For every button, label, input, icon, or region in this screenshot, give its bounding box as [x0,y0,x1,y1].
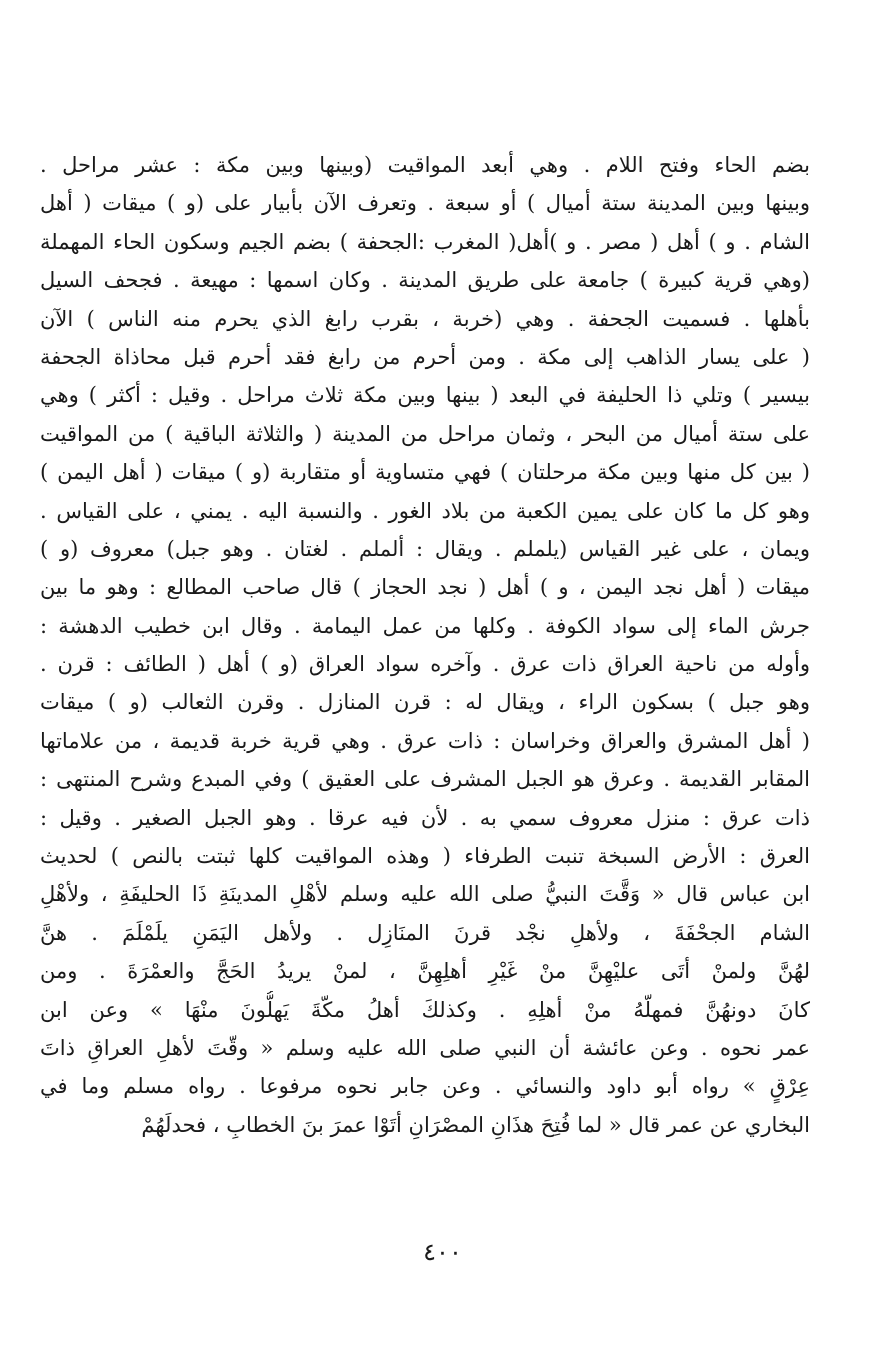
text-line: ميقات ( أهل نجد اليمن ، و ) أهل ( نجد الحجاز ) قال صاحب المطالع : وهو ما بين [40,575,810,600]
text-line: لهُنَّ ولمنْ أتَى عليْهِنَّ منْ غَيْرِ أهلِهِنَّ ، لمنْ يريدُ الحَجَّ والعمْرَةَ . ومن [40,959,810,984]
text-line: وهو كل ما كان على يمين الكعبة من بلاد الغور . والنسبة اليه . يمني ، على القياس . [40,498,810,523]
text-line: البخاري عن عمر قال « لما فُتِحَ هذَانِ المصْرَانِ أتَوْا عمرَ بنَ الخطابِ ، فحدلَهُمْ [141,1112,810,1137]
text-line: على ستة أميال من البحر ، وثمان مراحل من المدينة ( والثلاثة الباقية ) من المواقيت [40,421,810,446]
text-line: بأهلها . فسميت الجحفة . وهي (خربة ، بقرب رابغ الذي يحرم منه الناس ) الآن [40,306,810,331]
text-line: العرق : الأرض السبخة تنبت الطرفاء ( وهذه المواقيت كلها ثبتت بالنص ) لحديث [40,844,810,869]
text-line: بضم الحاء وفتح اللام . وهي أبعد المواقيت (وبينها وبين مكة : عشر مراحل . [40,153,810,177]
text-line: ويمان ، على غير القياس (يلملم . ويقال : ألملم . لغتان . وهو جبل) معروف (و ) [40,536,810,561]
text-line: الشام . و ) أهل ( مصر . و )أهل( المغرب :الجحفة ) بضم الجيم وسكون الحاء المهملة [40,229,810,254]
text-line: ذات عرق : منزل معروف سمي به . لأن فيه عرقا . وهو الجبل الصغير . وقيل : [40,805,810,830]
text-line: ( أهل المشرق والعراق وخراسان : ذات عرق . وهي قرية خربة قديمة ، من علاماتها [40,728,810,753]
text-line: وأوله من ناحية العراق ذات عرق . وآخره سواد العراق (و ) أهل ( الطائف : قرن . [40,652,810,677]
text-line: المقابر القديمة . وعرق هو الجبل المشرف على العقيق ) وفي المبدع وشرح المنتهى : [40,767,810,792]
text-line: ابن عباس قال « وَقَّتَ النبيُّ صلى الله عليه وسلم لأهْلِ المدينَةِ ذَا الحليفَةِ ، ولأهْلِ [40,882,810,907]
text-line: عمر نحوه . وعن عائشة أن النبي صلى الله عليه وسلم « وقّتَ لأهلِ العراقِ ذاتَ [40,1035,810,1060]
text-line: (وهي قرية كبيرة ) جامعة على طريق المدينة . وكان اسمها : مهيعة . فجحف السيل [40,268,810,293]
page-number: ٤٠٠ [423,1238,462,1266]
text-line: وهو جبل ) بسكون الراء ، ويقال له : قرن المنازل . وقرن الثعالب (و ) ميقات [40,690,810,715]
text-line: بيسير ) وتلي ذا الحليفة في البعد ( بينها وبين مكة ثلاث مراحل . وقيل : أكثر ) وهي [40,383,810,408]
text-line: ( على يسار الذاهب إلى مكة . ومن أحرم من رابغ فقد أحرم قبل محاذاة الجحفة [40,344,810,369]
body-text [40,146,810,1144]
text-line: الشام الجحْفَةَ ، ولأهلِ نجْد قرنَ المنَازِل . ولأهل اليَمَنِ يلَمْلَمَ . هنَّ [40,920,810,945]
text-line: كانَ دونهُنَّ فمهلّهُ منْ أهلِهِ . وكذلكَ أهلُ مكّةَ يَهلُّونَ منْهَا » وعن ابن [40,997,810,1022]
text-line: جرش الماء إلى سواد الكوفة . وكلها من عمل اليمامة . وقال ابن خطيب الدهشة : [40,613,810,638]
text-line: عِرْقٍ » رواه أبو داود والنسائي . وعن جابر نحوه مرفوعا . رواه مسلم وما في [40,1074,810,1099]
text-line: ( بين كل منها وبين مكة مرحلتان ) فهي متساوية أو متقاربة (و ) ميقات ( أهل اليمن ) [40,460,810,485]
text-line: وبينها وبين المدينة ستة أميال ) أو سبعة . وتعرف الآن بأبيار على (و ) ميقات ( أهل [40,191,810,216]
